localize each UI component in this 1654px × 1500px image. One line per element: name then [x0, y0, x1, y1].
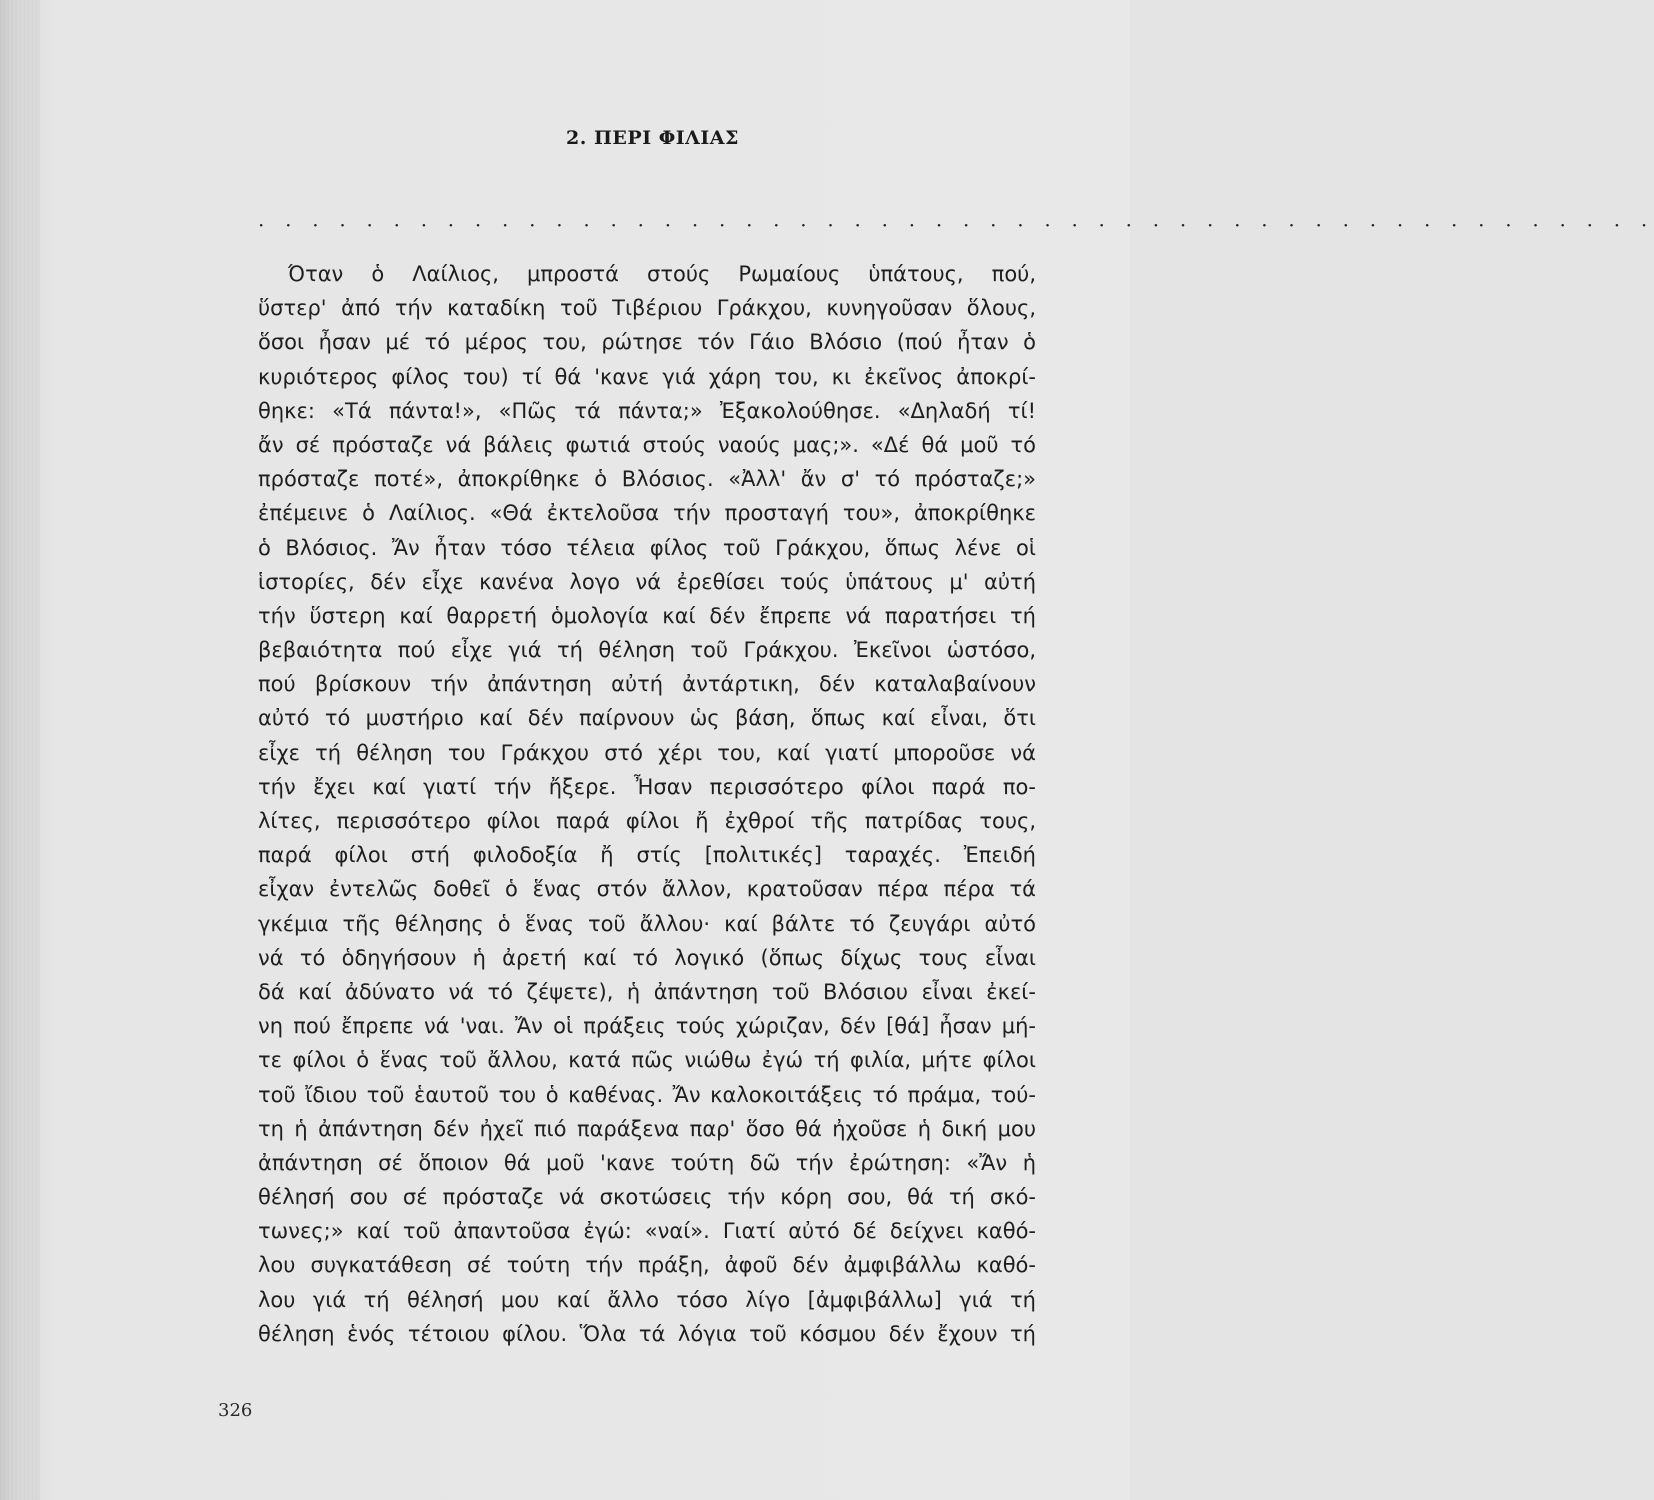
page-edge-shadow: [0, 0, 40, 1500]
text-line: τωνες;» καί τοῦ ἀπαντοῦσα ἐγώ: «ναί». Γιατί αὐτό δέ δείχνει καθό-: [258, 1219, 1036, 1244]
text-line: νά τό ὁδηγήσουν ἡ ἀρετή καί τό λογικό (ὅπως δίχως τους εἶναι: [258, 945, 1036, 970]
text-line: τήν ὕστερη καί θαρρετή ὁμολογία καί δέν ἔπρεπε νά παρατήσει τή: [258, 603, 1036, 628]
text-line: λου γιά τή θέλησή μου καί ἄλλο τόσο λίγο [ἀμφιβάλλω] γιά τή: [258, 1287, 1036, 1312]
text-line: γκέμια τῆς θέλησης ὁ ἕνας τοῦ ἄλλου· καί βάλτε τό ζευγάρι αὐτό: [258, 911, 1036, 936]
text-line: τε φίλοι ὁ ἕνας τοῦ ἄλλου, κατά πῶς νιώθω ἐγώ τή φιλία, μήτε φίλοι: [258, 1048, 1036, 1073]
text-line: αὐτό τό μυστήριο καί δέν παίρνουν ὡς βάση, ὅπως καί εἶναι, ὅτι: [258, 706, 1036, 731]
text-line: ὅσοι ἦσαν μέ τό μέρος του, ρώτησε τόν Γάιο Βλόσιο (πού ἦταν ὁ: [258, 330, 1036, 355]
text-line: δά καί ἀδύνατο νά τό ζέψετε), ἡ ἀπάντηση τοῦ Βλόσιου εἶναι ἐκεί-: [258, 979, 1036, 1004]
text-line: ὁ Βλόσιος. Ἄν ἦταν τόσο τέλεια φίλος τοῦ Γράκχου, ὅπως λένε οἱ: [258, 535, 1036, 560]
text-line: τη ἡ ἀπάντηση δέν ἠχεῖ πιό παράξενα παρ' ὅσο θά ἠχοῦσε ἡ δική μου: [258, 1116, 1036, 1141]
text-line: κυριότερος φίλος του) τί θά 'κανε γιά χάρη του, κι ἐκεῖνος ἀποκρί-: [258, 364, 1036, 389]
text-line: ἐπέμεινε ὁ Λαίλιος. «Θά ἐκτελοῦσα τήν προσταγή του», ἀποκρίθηκε: [258, 501, 1036, 526]
text-line: ὕστερ' ἀπό τήν καταδίκη τοῦ Τιβέριου Γράκχου, κυνηγοῦσαν ὅλους,: [258, 296, 1036, 321]
omission-dots: · · · · · · · · · · · · · · · · · · · · · · · · · · · · · · · · · · · · · · · · · · · · · · · · · · · ·: [258, 213, 1654, 237]
chapter-heading-text: 2. ΠΕΡΙ ΦΙΛΙΑΣ: [566, 127, 739, 149]
text-line: θέλησή σου σέ πρόσταζε νά σκοτώσεις τήν κόρη σου, θά τή σκό-: [258, 1185, 1036, 1210]
text-line: βεβαιότητα πού εἶχε γιά τή θέληση τοῦ Γράκχου. Ἐκεῖνοι ὡστόσο,: [258, 638, 1036, 663]
text-line: ἱστορίες, δέν εἶχε κανένα λογο νά ἐρεθίσει τούς ὑπάτους μ' αὐτή: [258, 569, 1036, 594]
text-line: λου συγκατάθεση σέ τούτη τήν πράξη, ἀφοῦ δέν ἀμφιβάλλω καθό-: [258, 1253, 1036, 1278]
text-line: Όταν ὁ Λαίλιος, μπροστά στούς Ρωμαίους ὑπάτους, πού,: [288, 262, 1036, 286]
text-line: τήν ἔχει καί γιατί τήν ἤξερε. Ἦσαν περισσότερο φίλοι παρά πο-: [258, 774, 1036, 799]
text-line: παρά φίλοι στή φιλοδοξία ἤ στίς [πολιτικές] ταραχές. Ἐπειδή: [258, 843, 1036, 868]
text-line: πρόσταζε ποτέ», ἀποκρίθηκε ὁ Βλόσιος. «Ἀλλ' ἄν σ' τό πρόσταζε;»: [258, 467, 1036, 492]
text-line: ἀπάντηση σέ ὅποιον θά μοῦ 'κανε τούτη δῶ τήν ἐρώτηση: «Ἄν ἡ: [258, 1150, 1036, 1175]
text-line: εἶχαν ἐντελῶς δοθεῖ ὁ ἕνας στόν ἄλλον, κρατοῦσαν πέρα πέρα τά: [258, 877, 1036, 902]
text-line: εἶχε τή θέληση του Γράκχου στό χέρι του, καί γιατί μποροῦσε νά: [258, 740, 1036, 765]
text-line: πού βρίσκουν τήν ἀπάντηση αὐτή ἀντάρτικη, δέν καταλαβαίνουν: [258, 672, 1036, 697]
body-text: [258, 257, 1036, 1351]
text-line: θηκε: «Τά πάντα!», «Πῶς τά πάντα;» Ἐξακολούθησε. «Δηλαδή τί!: [258, 398, 1036, 423]
text-line: νη πού ἔπρεπε νά 'ναι. Ἄν οἱ πράξεις τούς χώριζαν, δέν [θά] ἦσαν μή-: [258, 1014, 1036, 1039]
text-line: θέληση ἑνός τέτοιου φίλου. Ὅλα τά λόγια τοῦ κόσμου δέν ἔχουν τή: [258, 1321, 1036, 1346]
text-line: ἄν σέ πρόσταζε νά βάλεις φωτιά στούς ναούς μας;». «Δέ θά μοῦ τό: [258, 432, 1036, 457]
chapter-heading: [0, 127, 1130, 149]
text-line: λίτες, περισσότερο φίλοι παρά φίλοι ἤ ἐχθροί τῆς πατρίδας τους,: [258, 809, 1036, 833]
text-line: τοῦ ἴδιου τοῦ ἑαυτοῦ του ὁ καθένας. Ἄν καλοκοιτάξεις τό πράμα, τού-: [258, 1082, 1036, 1107]
page-number: 326: [218, 1400, 253, 1421]
